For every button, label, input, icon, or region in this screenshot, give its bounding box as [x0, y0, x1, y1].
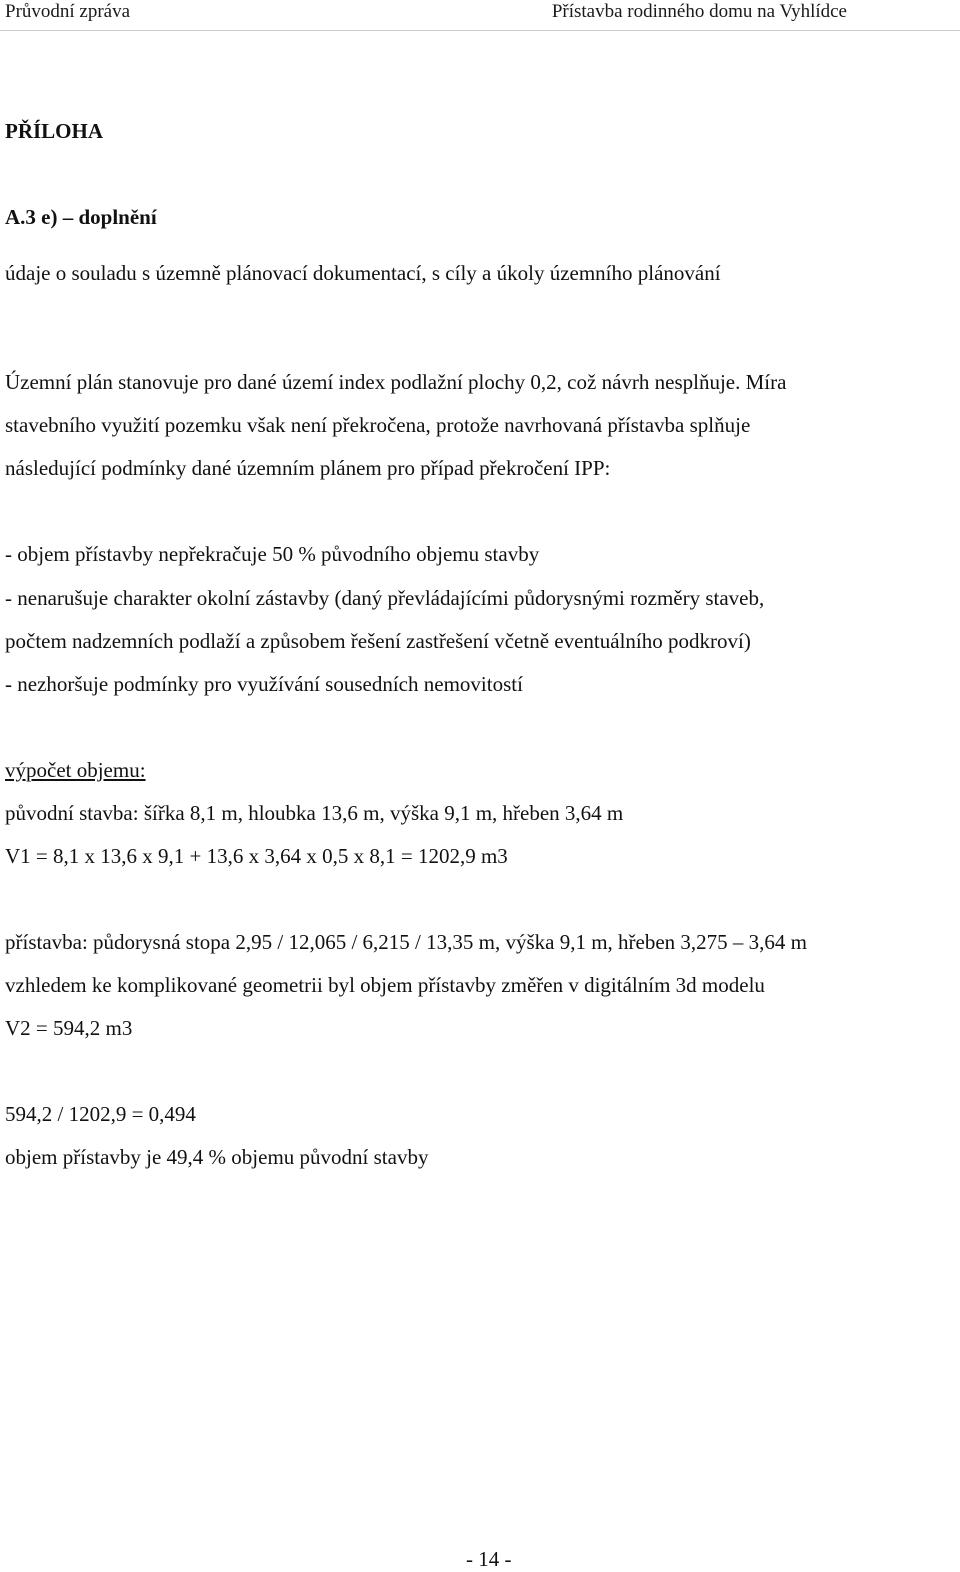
original-volume-formula: V1 = 8,1 x 13,6 x 9,1 + 13,6 x 3,64 x 0,5 x 8,1 = 1202,9 m3: [5, 844, 508, 868]
calc-title: výpočet objemu:: [5, 758, 146, 782]
header-right-title: Přístavba rodinného domu na Vyhlídce: [551, 1, 847, 22]
paragraph-line: stavebního využití pozemku však není překročena, protože navrhovaná přístavba splňuje: [5, 413, 751, 437]
ratio-conclusion: objem přístavby je 49,4 % objemu původní stavby: [5, 1145, 429, 1169]
condition-item: - nenarušuje charakter okolní zástavby (daný převládajícími půdorysnými rozměry staveb,: [5, 586, 765, 610]
appendix-heading: PŘÍLOHA: [5, 119, 104, 143]
page-number: - 14 -: [466, 1547, 512, 1571]
original-dimensions: původní stavba: šířka 8,1 m, hloubka 13,6 m, výška 9,1 m, hřeben 3,64 m: [5, 801, 624, 825]
extension-dimensions: přístavba: půdorysná stopa 2,95 / 12,065 / 6,215 / 13,35 m, výška 9,1 m, hřeben 3,275 – 3,64 m: [5, 930, 808, 954]
paragraph-line: Územní plán stanovuje pro dané území index podlažní plochy 0,2, což návrh nesplňuje. Míra: [5, 370, 787, 394]
section-subtitle: údaje o souladu s územně plánovací dokumentací, s cíly a úkoly územního plánování: [5, 261, 721, 285]
extension-note: vzhledem ke komplikované geometrii byl objem přístavby změřen v digitálním 3d modelu: [5, 973, 765, 997]
section-title: A.3 e) – doplnění: [5, 205, 157, 229]
extension-volume: V2 = 594,2 m3: [5, 1016, 133, 1040]
condition-item: - nezhoršuje podmínky pro využívání sousedních nemovitostí: [5, 672, 523, 696]
paragraph-line: následující podmínky dané územním plánem pro případ překročení IPP:: [5, 456, 611, 480]
condition-item: počtem nadzemních podlaží a způsobem řešení zastřešení včetně eventuálního podkroví): [5, 629, 751, 653]
header-left-title: Průvodní zpráva: [5, 1, 131, 22]
ratio-formula: 594,2 / 1202,9 = 0,494: [5, 1102, 196, 1126]
header-divider: [0, 30, 960, 31]
condition-item: - objem přístavby nepřekračuje 50 % původního objemu stavby: [5, 542, 540, 566]
